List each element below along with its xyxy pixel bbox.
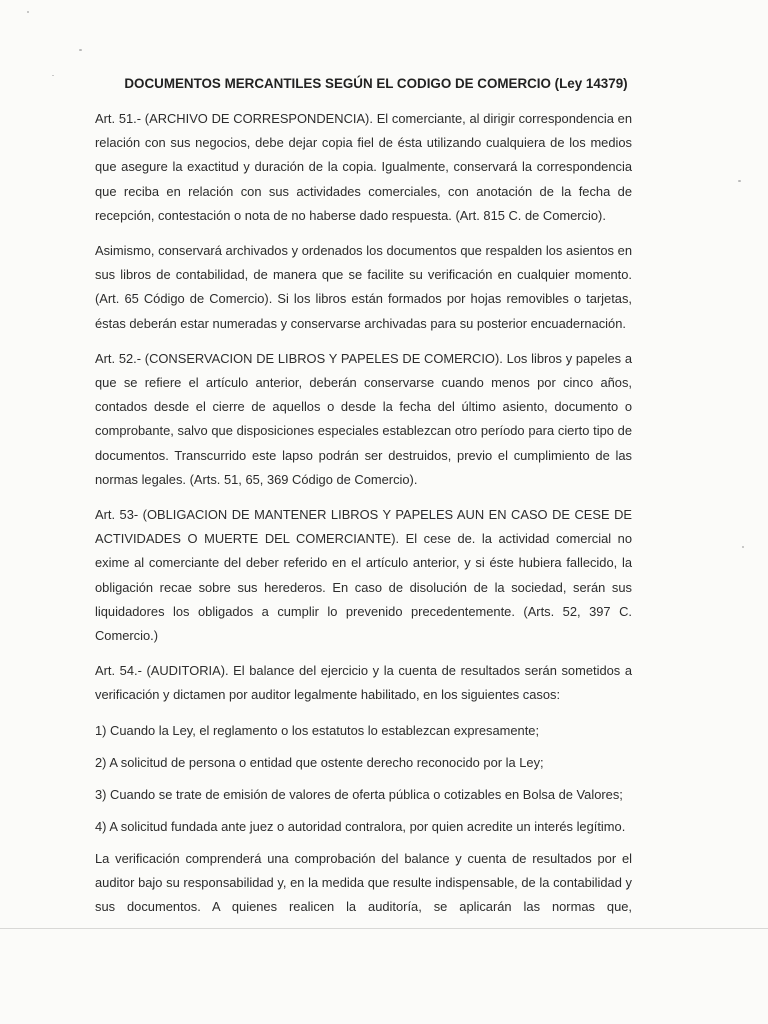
paragraph-art-53: Art. 53- (OBLIGACION DE MANTENER LIBROS Y PAPELES AUN EN CASO DE CESE DE ACTIVIDADES O MUERTE DEL COMERCIANTE). El cese de. la actividad comercial no exime al comerciante del deber referido en el artículo anterior, y si éste hubiera fallecido, la obligación recae sobre sus herederos. En caso de disolución de la sociedad, serán sus liquidadores los obligados a cumplir lo prevenido precedentemente. (Arts. 52, 397 C. Comercio.): [95, 507, 632, 644]
document-title: DOCUMENTOS MERCANTILES SEGÚN EL CODIGO DE COMERCIO (Ley 14379): [124, 76, 628, 91]
list-item: 3) Cuando se trate de emisión de valores de oferta pública o cotizables en Bolsa de Valores;: [95, 786, 623, 802]
scan-speck: [742, 546, 744, 548]
paragraph-art-52: Art. 52.- (CONSERVACION DE LIBROS Y PAPELES DE COMERCIO). Los libros y papeles a que se refiere el artículo anterior, deberán conservarse cuando menos por cinco años, contados desde el cierre de aquellos o desde la fecha del último asiento, documento o comprobante, salvo que disposiciones especiales establezcan otro período para cierto tipo de documentos. Transcurrido este lapso podrán ser destruidos, previo el cumplimiento de las normas legales. (Arts. 51, 65, 369 Código de Comercio).: [95, 350, 632, 487]
paragraph-art-51: Art. 51.- (ARCHIVO DE CORRESPONDENCIA). El comerciante, al dirigir correspondencia en relación con sus negocios, debe dejar copia fiel de ésta utilizando cualquiera de los medios que asegure la exactitud y duración de la copia. Igualmente, conservará la correspondencia que reciba en relación con sus actividades comerciales, con anotación de la fecha de recepción, contestación o nota de no haberse dado respuesta. (Art. 815 C. de Comercio).: [95, 111, 632, 223]
scan-speck: [52, 75, 54, 76]
list-item: 1) Cuando la Ley, el reglamento o los estatutos lo establezcan expresamente;: [95, 722, 540, 738]
list-item: 2) A solicitud de persona o entidad que ostente derecho reconocido por la Ley;: [95, 754, 544, 770]
page-edge-divider: [0, 928, 768, 929]
paragraph-art-51-cont: Asimismo, conservará archivados y ordenados los documentos que respalden los asientos en sus libros de contabilidad, de manera que se facilite su verificación en cualquier momento. (Art. 65 Código de Comercio). Si los libros están formados por hojas removibles o tarjetas, éstas deberán estar numeradas y conservarse archivadas para su posterior encuadernación.: [95, 243, 632, 331]
closing-paragraph: La verificación comprenderá una comprobación del balance y cuenta de resultados por el auditor bajo su responsabilidad y, en la medida que resulte indispensable, de la contabilidad y sus documentos. A quienes realicen la auditoría, se aplicarán las normas que,: [95, 850, 632, 915]
scan-speck: [738, 180, 741, 182]
list-item: 4) A solicitud fundada ante juez o autoridad contralora, por quien acredite un interés legítimo.: [95, 818, 626, 834]
scan-speck: [27, 11, 29, 13]
document-body: [95, 74, 632, 930]
paragraph-art-54: Art. 54.- (AUDITORIA). El balance del ejercicio y la cuenta de resultados serán sometidos a verificación y dictamen por auditor legalmente habilitado, en los siguientes casos:: [95, 663, 632, 703]
scan-speck: [79, 49, 82, 51]
